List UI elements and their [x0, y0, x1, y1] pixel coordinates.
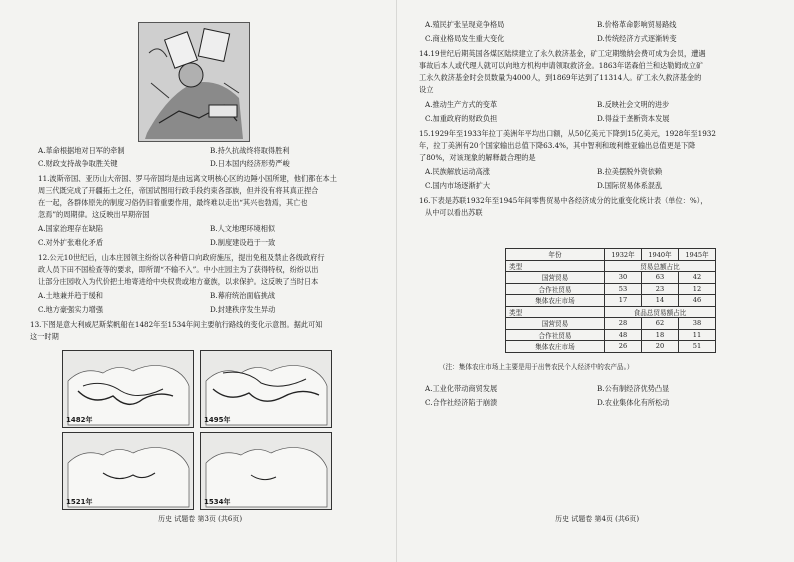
- table-cell: 28: [605, 318, 642, 330]
- table-cell: 11: [679, 329, 716, 341]
- section-title: 贸易总额占比: [605, 260, 716, 272]
- route-map-1495: [200, 350, 332, 428]
- table-header-cell: 1945年: [679, 249, 716, 261]
- q14-line-1: 14.19世纪后期英国各煤区陆续建立了永久救济基金，矿工定期缴纳会费可成为会员，遭遇: [419, 49, 706, 58]
- q16-option-a: A.工业化带动商贸发展: [425, 384, 498, 393]
- row-label: 合作社贸易: [506, 329, 605, 341]
- q13-option-c: C.商业格局发生重大变化: [425, 34, 505, 43]
- table-row: [506, 295, 716, 307]
- q14-option-a: A.推动生产方式的变革: [425, 100, 498, 109]
- q13-option-a: A.殖民扩张呈现竞争格局: [425, 20, 505, 29]
- q11-option-b: B.人文地理环境相似: [210, 224, 276, 233]
- q16-option-c: C.合作社经济陷于崩溃: [425, 398, 498, 407]
- q14-option-c: C.加重政府的财政负担: [425, 114, 498, 123]
- table-row: [506, 318, 716, 330]
- q14-line-3: 工永久救济基金时会员数量为4000人，到1869年达到了11314人。矿工永久救济基金的: [419, 73, 702, 82]
- table-cell: 53: [605, 283, 642, 295]
- page-footer-left: 历史 试题卷 第3页 (共6页): [158, 515, 243, 523]
- row-label: 合作社贸易: [506, 283, 605, 295]
- table-header-cell: 1932年: [605, 249, 642, 261]
- table-cell: 48: [605, 329, 642, 341]
- row-label: 国营贸易: [506, 318, 605, 330]
- q13-line-2: 这一时期: [30, 332, 59, 341]
- q15-option-d: D.国际贸易体系混乱: [597, 181, 663, 190]
- q15-line-3: 了80%，对该现象的解释最合理的是: [419, 153, 536, 162]
- row-label: 国营贸易: [506, 272, 605, 284]
- q15-line-1: 15.1929年至1933年拉丁美洲年平均出口额，从50亿美元下降到15亿美元，1928年至1932: [419, 129, 716, 138]
- route-map-1534: [200, 432, 332, 510]
- q11-line-1: 11.波斯帝国、亚历山大帝国、罗马帝国均是由远离文明核心区的边陲小国所建，他们都在本土: [38, 174, 337, 183]
- table-cell: 23: [642, 283, 679, 295]
- q16-line-2: 从中可以看出苏联: [425, 208, 483, 217]
- table-cell: 63: [642, 272, 679, 284]
- q11-option-a: A.国家治理存在缺陷: [38, 224, 103, 233]
- table-row: [506, 329, 716, 341]
- q10-option-b: B.持久抗战终将取得胜利: [210, 146, 290, 155]
- q11-line-2: 周三代既完成了开疆拓土之任，帝国试图用行政手段约束各部族，但并没有将其真正捏合: [38, 186, 319, 195]
- table-row: [506, 283, 716, 295]
- section-type-label: 类型: [506, 306, 605, 318]
- q15-line-2: 年，拉丁美洲有20个国家输出总值下降63.4%，其中智利和玻利维亚输出总值更是下降: [419, 141, 696, 150]
- q11-line-4: 忽焉”的周期律。这反映出早期帝国: [38, 210, 150, 219]
- page-footer-right: 历史 试题卷 第4页 (共6页): [555, 515, 640, 523]
- table-section-row: [506, 306, 716, 318]
- political-cartoon-image: [138, 22, 250, 142]
- right-page: [397, 0, 794, 562]
- table-cell: 17: [605, 295, 642, 307]
- table-header-cell: 年份: [506, 249, 605, 261]
- table-cell: 18: [642, 329, 679, 341]
- table-cell: 30: [605, 272, 642, 284]
- table-cell: 12: [679, 283, 716, 295]
- table-cell: 51: [679, 341, 716, 353]
- q14-option-d: D.得益于垄断资本发展: [597, 114, 670, 123]
- table-header-row: [506, 249, 716, 261]
- q12-option-a: A.土地兼并趋于缓和: [38, 291, 103, 300]
- q12-option-b: B.幕府统治面临挑战: [210, 291, 276, 300]
- q12-line-2: 政人员下田不国检查等的要求，即所谓“不输不入”。中小庄园主为了获得特权，纷纷以出: [38, 265, 319, 274]
- table-cell: 26: [605, 341, 642, 353]
- route-map-1521: [62, 432, 194, 510]
- table-cell: 62: [642, 318, 679, 330]
- q13-option-b: B.价格革命影响贸易路线: [597, 20, 677, 29]
- table-note: （注：集体农庄市场上主要是用于出售农民个人经济中的农产品。）: [439, 363, 634, 371]
- row-label: 集体农庄市场: [506, 341, 605, 353]
- route-map-1482: [62, 350, 194, 428]
- q14-option-b: B.反映社会文明的进步: [597, 100, 670, 109]
- q14-line-2: 事故后本人或代理人就可以向地方机构申请领取救济金。1863年诺森伯兰和达勒姆成立矿: [419, 61, 704, 70]
- q16-option-b: B.公有制经济优势凸显: [597, 384, 670, 393]
- route-maps: [62, 350, 332, 510]
- q12-line-3: 让部分庄园收入为代价把土地寄进给中央权贵或地方豪族，以求保护。这反映了当时日本: [38, 277, 319, 286]
- q10-option-a: A.革命根据地对日军的牵制: [38, 146, 125, 155]
- q13-line-1: 13.下图是意大利威尼斯桨帆船在1482年至1534年间主要航行路线的变化示意图。据此可知: [30, 320, 323, 329]
- table-section-row: [506, 260, 716, 272]
- row-label: 集体农庄市场: [506, 295, 605, 307]
- section-type-label: 类型: [506, 260, 605, 272]
- table-header-cell: 1940年: [642, 249, 679, 261]
- table-cell: 38: [679, 318, 716, 330]
- q11-line-3: 在一起，各群体原先的制度习俗仍旧着重要作用，最终难以走出“其兴也勃焉，其亡也: [38, 198, 308, 207]
- q12-line-1: 12.公元10世纪后，山本庄园领主纷纷以各种借口向政府施压，提出免租及禁止各级政府行: [38, 253, 325, 262]
- q10-option-d: D.日本国内经济形势严峻: [210, 159, 290, 168]
- q15-option-a: A.民族解放运动高涨: [425, 167, 490, 176]
- q12-option-d: D.封建秩序发生异动: [210, 305, 276, 314]
- q12-option-c: C.地方豪强实力增强: [38, 305, 104, 314]
- q11-option-c: C.对外扩张难化矛盾: [38, 238, 104, 247]
- q16-option-d: D.农业集体化有所松动: [597, 398, 670, 407]
- map-year-label: 1534年: [204, 498, 231, 506]
- table-cell: 46: [679, 295, 716, 307]
- map-year-label: 1482年: [66, 416, 93, 424]
- section-title: 食品总贸易额占比: [605, 306, 716, 318]
- q13-option-d: D.传统经济方式逐渐转变: [597, 34, 677, 43]
- map-year-label: 1495年: [204, 416, 231, 424]
- table-cell: 20: [642, 341, 679, 353]
- table-cell: 42: [679, 272, 716, 284]
- q14-line-4: 设立: [419, 85, 434, 94]
- table-cell: 14: [642, 295, 679, 307]
- q15-option-b: B.拉美摆脱外资依赖: [597, 167, 663, 176]
- retail-share-table: [505, 248, 716, 353]
- q11-option-d: D.制度建设趋于一致: [210, 238, 276, 247]
- q10-option-c: C.财政支持战争取胜关键: [38, 159, 118, 168]
- table-row: [506, 341, 716, 353]
- q15-option-c: C.国内市场逐渐扩大: [425, 181, 491, 190]
- q16-line-1: 16.下表是苏联1932年至1945年间零售贸易中各经济成分的比重变化统计表（单位：%），: [419, 196, 708, 205]
- table-row: [506, 272, 716, 284]
- map-year-label: 1521年: [66, 498, 93, 506]
